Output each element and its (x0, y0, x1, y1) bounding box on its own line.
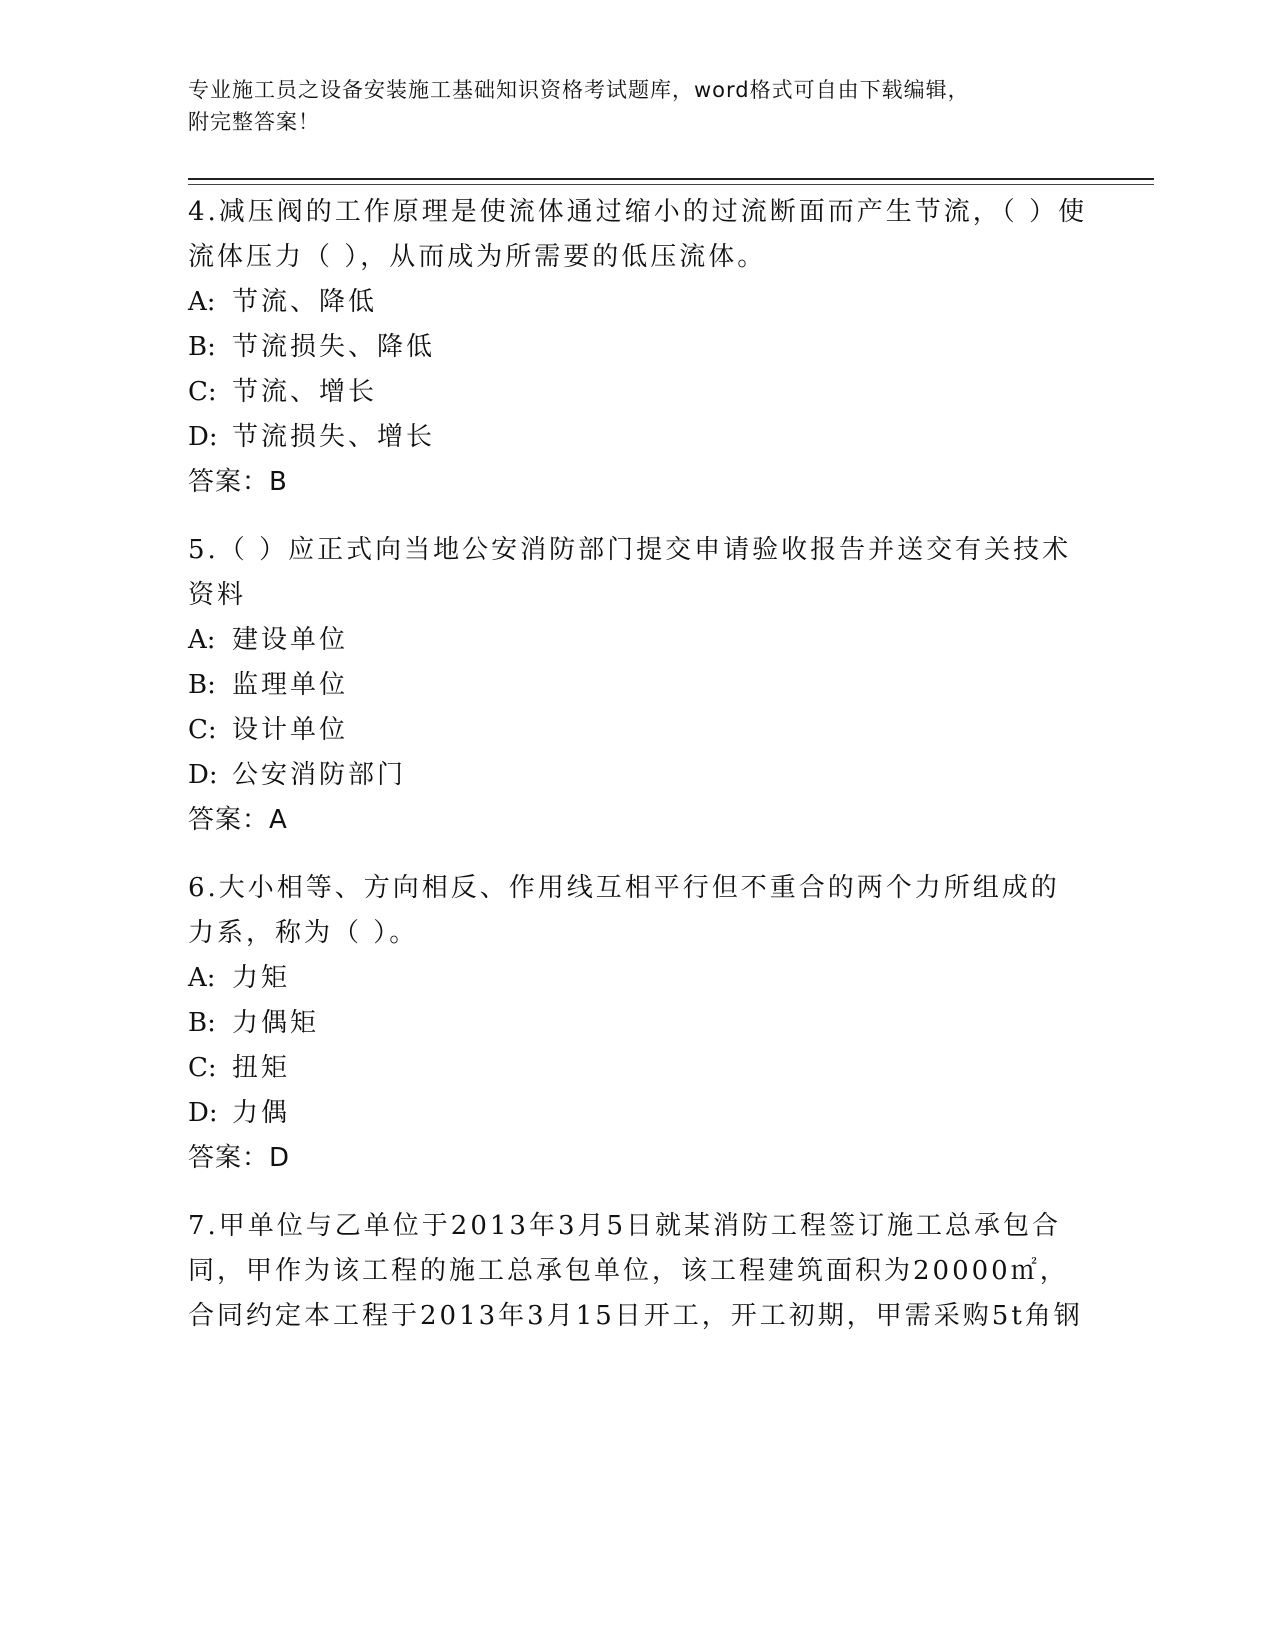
option-c (188, 370, 1088, 415)
option-text: 设计单位 (232, 715, 349, 745)
question-stem: 5.（ ）应正式向当地公安消防部门提交申请验收报告并送交有关技术资料 (188, 535, 1072, 610)
option-text: 监理单位 (232, 670, 349, 700)
question-6 (188, 866, 1088, 1181)
option-text: 力偶矩 (232, 1008, 320, 1038)
option-text: 力偶 (232, 1098, 291, 1128)
option-d (188, 1091, 1088, 1136)
option-letter: C: (188, 1053, 217, 1083)
option-text: 节流损失、降低 (232, 332, 436, 362)
option-c (188, 1046, 1088, 1091)
option-letter: D: (188, 1098, 218, 1128)
option-c (188, 708, 1088, 753)
option-d (188, 415, 1088, 460)
option-d (188, 753, 1088, 798)
answer-line: 答案：A (188, 805, 288, 835)
option-letter: B: (188, 670, 216, 700)
header-divider-thick (188, 178, 1154, 180)
option-text: 建设单位 (232, 625, 349, 655)
option-text: 力矩 (232, 963, 291, 993)
option-b (188, 663, 1088, 708)
question-list (188, 190, 1088, 1362)
header-line-1: 专业施工员之设备安装施工基础知识资格考试题库，word格式可自由下载编辑， (188, 78, 970, 102)
option-a (188, 280, 1088, 325)
option-letter: B: (188, 1008, 216, 1038)
question-stem: 7.甲单位与乙单位于2013年3月5日就某消防工程签订施工总承包合同，甲作为该工程的施工总承包单位，该工程建筑面积为20000㎡，合同约定本工程于2013年3月15日开工，开工初期，甲需采购5t角钢 (188, 1211, 1083, 1331)
option-text: 公安消防部门 (232, 760, 407, 790)
option-letter: C: (188, 715, 217, 745)
question-7 (188, 1204, 1088, 1339)
option-a (188, 956, 1088, 1001)
option-b (188, 1001, 1088, 1046)
answer-line: 答案：D (188, 1143, 291, 1173)
question-5 (188, 528, 1088, 843)
option-text: 节流损失、增长 (232, 422, 436, 452)
option-a (188, 618, 1088, 663)
option-letter: A: (188, 287, 216, 317)
answer-line: 答案：B (188, 467, 288, 497)
option-text: 节流、增长 (232, 377, 378, 407)
option-letter: C: (188, 377, 217, 407)
option-text: 节流、降低 (232, 287, 378, 317)
option-letter: B: (188, 332, 216, 362)
header-divider-thin (188, 184, 1154, 185)
question-stem: 4.减压阀的工作原理是使流体通过缩小的过流断面而产生节流，（ ）使流体压力（ ），从而成为所需要的低压流体。 (188, 197, 1088, 272)
question-4 (188, 190, 1088, 505)
option-b (188, 325, 1088, 370)
option-letter: A: (188, 963, 216, 993)
question-stem: 6.大小相等、方向相反、作用线互相平行但不重合的两个力所组成的力系，称为（ ）。 (188, 873, 1060, 948)
option-letter: A: (188, 625, 216, 655)
document-header (188, 74, 1088, 138)
header-line-2: 附完整答案！ (188, 110, 320, 134)
option-text: 扭矩 (232, 1053, 291, 1083)
option-letter: D: (188, 422, 218, 452)
option-letter: D: (188, 760, 218, 790)
